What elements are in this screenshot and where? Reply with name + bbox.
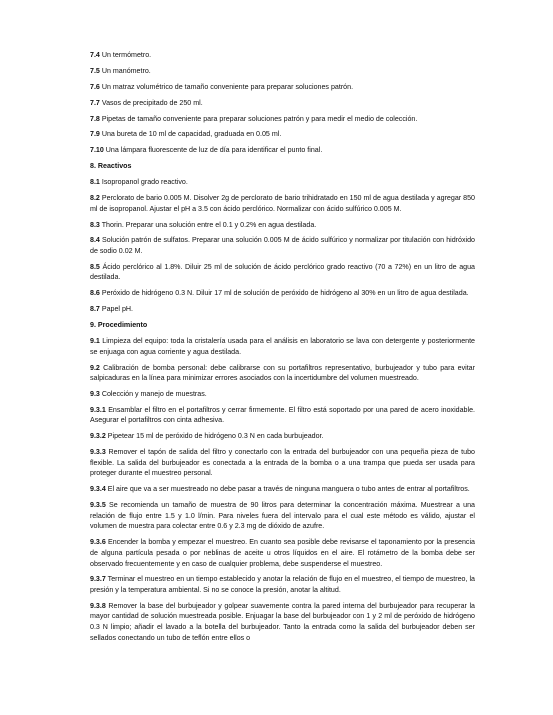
paragraph-8-4: 8.4 Solución patrón de sulfatos. Preparar una solución 0.005 M de ácido sulfúrico y normalizar por titulación con hidróxido de sodio 0.02 M.	[90, 236, 475, 255]
paragraph-9-3-7: 9.3.7 Terminar el muestreo en un tiempo establecido y anotar la relación de flujo en el muestreo, el tiempo de muestreo, la presión y la temperatura ambiental. Si no se conoce la presión, anotar la altitud.	[90, 575, 475, 594]
paragraph-7-8: 7.8 Pipetas de tamaño conveniente para preparar soluciones patrón y para medir el medio de colección.	[90, 114, 418, 123]
document-body	[78, 50, 475, 649]
paragraph-7-7: 7.7 Vasos de precipitado de 250 ml.	[90, 98, 203, 107]
paragraph-7-6: 7.6 Un matraz volumétrico de tamaño conveniente para preparar soluciones patrón.	[90, 82, 354, 91]
paragraph-9-3-1: 9.3.1 Ensamblar el filtro en el portafiltros y cerrar firmemente. El filtro está soportado por una pared de acero inoxidable. Asegurar el portafiltros con cinta adhesiva.	[90, 405, 475, 425]
paragraph-8-3: 8.3 Thorin. Preparar una solución entre el 0.1 y 0.2% en agua destilada.	[90, 220, 317, 229]
section-heading-reactivos: 8. Reactivos	[90, 162, 132, 171]
paragraph-7-10: 7.10 Una lámpara fluorescente de luz de día para identificar el punto final.	[90, 146, 323, 155]
paragraph-9-3-8: 9.3.8 Remover la base del burbujeador y golpear suavemente contra la pared interna del burbujeador para recuperar la mayor cantidad de solución muestreada posible. Enjuagar la base del burbujeador con 1 y 2 ml de peróxido de hidrógeno 0.3 N limpio; añadir el lavado a la botella del burbujeador. Tanto la entrada como la salida del burbujeador deben ser sellados conectando un tubo de teflón entre ellos o	[90, 601, 475, 642]
paragraph-8-6: 8.6 Peróxido de hidrógeno 0.3 N. Diluir 17 ml de solución de peróxido de hidrógeno al 30% en un litro de agua destilada.	[90, 289, 469, 298]
paragraph-9-3-5: 9.3.5 Se recomienda un tamaño de muestra de 90 litros para determinar la concentración máxima. Muestrear a una relación de flujo entre 1.5 y 1.0 l/min. Para niveles fuera del intervalo para el cual este método es válido, ajustar el volumen de muestra para colectar entre 0.6 y 2.3 mg de dióxido de azufre.	[90, 501, 475, 531]
paragraph-8-2: 8.2 Perclorato de bario 0.005 M. Disolver 2g de perclorato de bario trihidratado en 150 ml de agua destilada y agregar 850 ml de isopropanol. Ajustar el pH a 3.5 con ácido perclórico. Normalizar con ácido sulfúrico 0.005 M.	[90, 194, 475, 213]
paragraph-8-5: 8.5 Ácido perclórico al 1.8%. Diluir 25 ml de solución de ácido perclórico grado reactivo (70 a 72%) en un litro de agua destilada.	[90, 262, 475, 282]
paragraph-9-3-6: 9.3.6 Encender la bomba y empezar el muestreo. En cuanto sea posible debe revisarse el taponamiento por la presencia de alguna partícula pesada o por neblinas de aceite u otros líquidos en el aire. El rotámetro de la bomba debe ser observado frecuentemente y en caso de cualquier problema, debe suspenderse el muestreo.	[90, 538, 475, 568]
section-heading-procedimiento: 9. Procedimiento	[90, 321, 148, 330]
paragraph-7-5: 7.5 Un manómetro.	[90, 66, 151, 75]
paragraph-9-1: 9.1 Limpieza del equipo: toda la cristalería usada para el análisis en laboratorio se lava con detergente y posteriormente se enjuaga con agua corriente y agua destilada.	[90, 337, 475, 356]
paragraph-9-2: 9.2 Calibración de bomba personal: debe calibrarse con su portafiltros representativo, burbujeador y tubo para evitar salpicaduras en la línea para minimizar errores asociados con la incertidumbre del volumen muestreado.	[90, 363, 475, 383]
paragraph-9-3: 9.3 Colección y manejo de muestras.	[90, 390, 207, 398]
paragraph-9-3-4: 9.3.4 El aire que va a ser muestreado no debe pasar a través de ninguna manguera o tubo antes de entrar al portafiltros.	[90, 485, 470, 494]
paragraph-7-4: 7.4 Un termómetro.	[90, 51, 152, 59]
paragraph-7-9: 7.9 Una bureta de 10 ml de capacidad, graduada en 0.05 ml.	[90, 130, 282, 139]
paragraph-8-7: 8.7 Papel pH.	[90, 305, 134, 314]
paragraph-8-1: 8.1 Isopropanol grado reactivo.	[90, 178, 188, 187]
paragraph-9-3-2: 9.3.2 Pipetear 15 ml de peróxido de hidrógeno 0.3 N en cada burbujeador.	[90, 432, 324, 441]
paragraph-9-3-3: 9.3.3 Remover el tapón de salida del filtro y conectarlo con la entrada del burbujeador con una pequeña pieza de tubo flexible. La salida del burbujeador es conectada a la entrada de la bomba o a una trampa que pueda ser usada para proteger durante el muestreo personal.	[90, 448, 475, 478]
